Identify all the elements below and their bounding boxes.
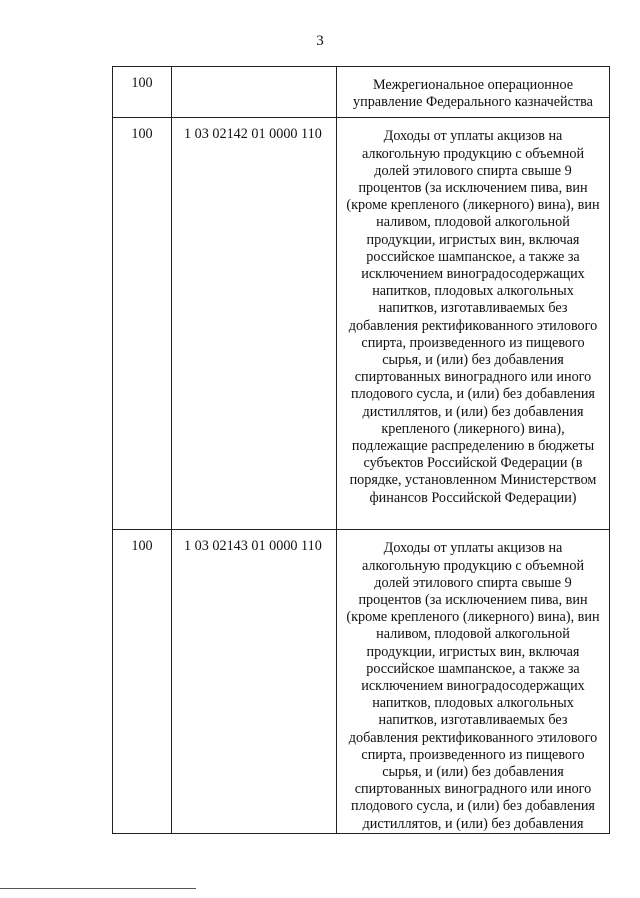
admin-code-cell: 100 <box>113 67 172 118</box>
kbk-code-cell: 1 03 02142 01 0000 110 <box>172 118 337 530</box>
revenue-name-cell: Доходы от уплаты акцизов на алкогольную продукцию с объемной долей этилового спирта свыше 9 процентов (за исключением пива, вин (кроме крепленого (ликерного) вина), вин наливом, плодовой алкогольной продукции, игристых вин, включая российское шампанское, а также за исключением виноградосодержащих напитков, плодовых алкогольных напитков, изготавливаемых без добавления ректификованного этилового спирта, произведенного из пищевого сырья, и (или) без добавления спиртованных виноградного или иного плодового сусла, и (или) без добавления дистиллятов, и (или) без добавления <box>337 530 610 833</box>
kbk-code-cell <box>172 67 337 118</box>
revenue-name-cell: Межрегиональное операционное управление Федерального казначейства <box>337 67 610 118</box>
page-number: 3 <box>316 33 324 49</box>
revenue-administrators-table <box>112 66 610 834</box>
revenue-name-cell: Доходы от уплаты акцизов на алкогольную продукцию с объемной долей этилового спирта свыше 9 процентов (за исключением пива, вин (кроме крепленого (ликерного) вина), вин наливом, плодовой алкогольной продукции, игристых вин, включая российское шампанское, а также за исключением виноградосодержащих напитков, плодовых алкогольных напитков, изготавливаемых без добавления ректификованного этилового спирта, произведенного из пищевого сырья, и (или) без добавления спиртованных виноградного или иного плодового сусла, и (или) без добавления дистиллятов, и (или) без добавления крепленого (ликерного) вина), подлежащие распределению в бюджеты субъектов Российской Федерации (в порядке, установленном Министерством финансов Российской Федерации) <box>337 118 610 530</box>
admin-code-cell: 100 <box>113 530 172 833</box>
table-row <box>113 67 610 118</box>
table-row <box>113 530 610 833</box>
admin-code-cell: 100 <box>113 118 172 530</box>
kbk-code-cell: 1 03 02143 01 0000 110 <box>172 530 337 833</box>
footnote-separator <box>0 888 196 889</box>
table-row <box>113 118 610 530</box>
